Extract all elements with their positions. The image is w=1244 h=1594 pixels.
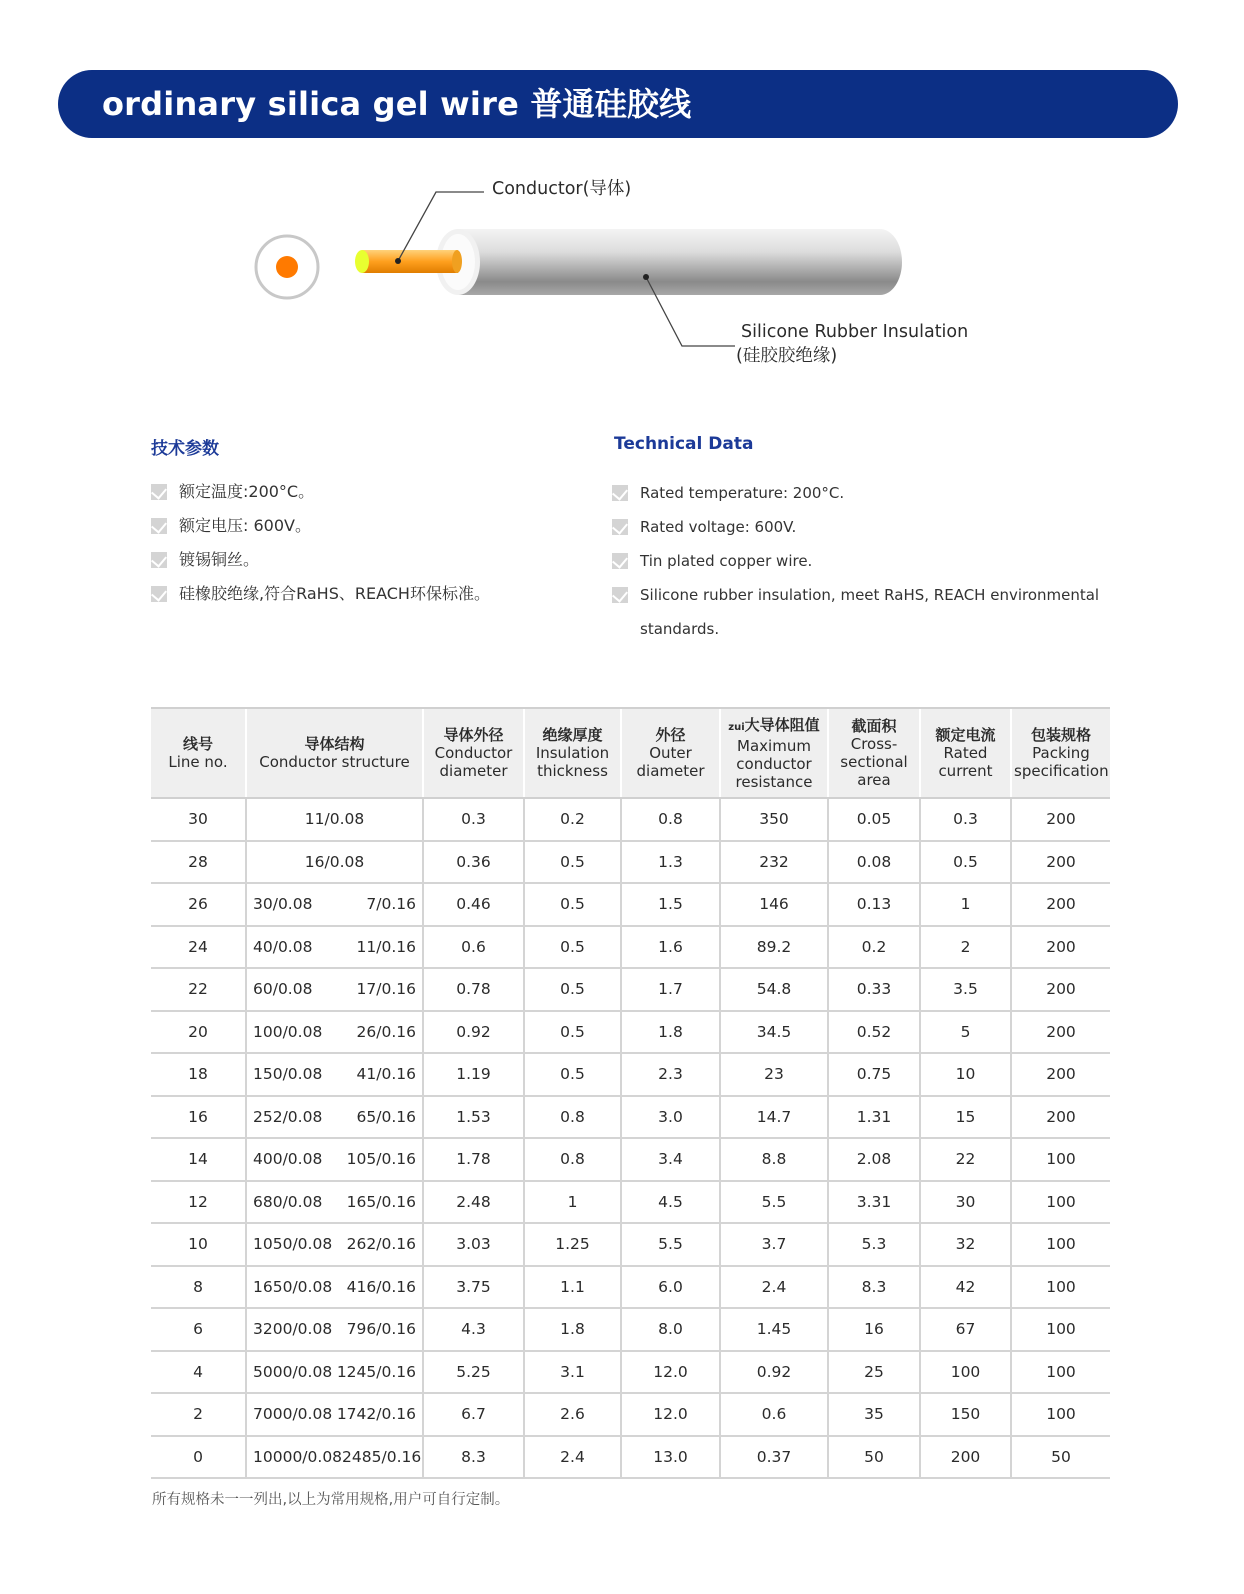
- table-cell: 150: [920, 1393, 1011, 1436]
- table-cell: 1050/0.08 262/0.16: [246, 1223, 423, 1266]
- table-row: [151, 1393, 1110, 1436]
- column-header: 线号 Line no.: [151, 708, 246, 798]
- insulation-label-zh: (硅胶胶绝缘): [736, 346, 838, 366]
- table-cell: 6.0: [621, 1266, 720, 1309]
- column-header: 截面积 Cross-sectional area: [828, 708, 920, 798]
- table-cell: 20: [151, 1011, 246, 1054]
- table-cell: 2.48: [423, 1181, 524, 1224]
- table-cell: 0.75: [828, 1053, 920, 1096]
- check-icon: [151, 484, 167, 500]
- spec-zh-title: 技术参数: [151, 439, 219, 459]
- table-cell: 1.25: [524, 1223, 621, 1266]
- table-cell: 100: [1011, 1223, 1110, 1266]
- table-cell: 2.08: [828, 1138, 920, 1181]
- table-cell: 0.5: [524, 1053, 621, 1096]
- table-cell: 1650/0.08 416/0.16: [246, 1266, 423, 1309]
- table-cell: 0.8: [524, 1096, 621, 1139]
- table-cell: 0.5: [524, 968, 621, 1011]
- table-cell: 3.7: [720, 1223, 828, 1266]
- table-cell: 232: [720, 841, 828, 884]
- table-row: [151, 968, 1110, 1011]
- table-row: [151, 1436, 1110, 1479]
- table-cell: 200: [1011, 883, 1110, 926]
- column-header: zui大导体阻值 Maximum conductor resistance: [720, 708, 828, 798]
- table-cell: 200: [1011, 798, 1110, 841]
- table-row: [151, 1138, 1110, 1181]
- table-cell: 0.3: [423, 798, 524, 841]
- table-cell: 25: [828, 1351, 920, 1394]
- table-row: [151, 1181, 1110, 1224]
- table-cell: 0.13: [828, 883, 920, 926]
- spec-en-title: Technical Data: [614, 434, 754, 454]
- table-cell: 26: [151, 883, 246, 926]
- table-cell: 1: [524, 1181, 621, 1224]
- table-cell: 100: [1011, 1266, 1110, 1309]
- spec-zh-item: 硅橡胶绝缘,符合RaHS、REACH环保标准。: [179, 582, 490, 606]
- spec-en-item: Rated voltage: 600V.: [640, 515, 796, 539]
- table-cell: 2.4: [720, 1266, 828, 1309]
- table-cell: 1.8: [621, 1011, 720, 1054]
- table-cell: 50: [1011, 1436, 1110, 1479]
- check-icon: [612, 587, 628, 603]
- table-cell: 16: [828, 1308, 920, 1351]
- table-cell: 0.5: [524, 841, 621, 884]
- table-cell: 2.6: [524, 1393, 621, 1436]
- table-cell: 200: [1011, 841, 1110, 884]
- table-cell: 200: [1011, 968, 1110, 1011]
- column-header: 额定电流 Rated current: [920, 708, 1011, 798]
- column-header: 包装规格 Packing specification: [1011, 708, 1110, 798]
- table-cell: 200: [1011, 1011, 1110, 1054]
- table-cell: 42: [920, 1266, 1011, 1309]
- table-row: [151, 1223, 1110, 1266]
- table-cell: 6: [151, 1308, 246, 1351]
- table-cell: 3.03: [423, 1223, 524, 1266]
- table-cell: 13.0: [621, 1436, 720, 1479]
- table-cell: 40/0.08 11/0.16: [246, 926, 423, 969]
- table-cell: 14.7: [720, 1096, 828, 1139]
- table-cell: 3.5: [920, 968, 1011, 1011]
- table-cell: 0.08: [828, 841, 920, 884]
- table-cell: 1: [920, 883, 1011, 926]
- spec-zh-item: 额定电压: 600V。: [179, 514, 311, 538]
- table-row: [151, 883, 1110, 926]
- spec-en-item: Silicone rubber insulation, meet RaHS, REACH environmental standards.: [640, 578, 1140, 646]
- table-cell: 3200/0.08 796/0.16: [246, 1308, 423, 1351]
- table-cell: 5: [920, 1011, 1011, 1054]
- table-cell: 0.92: [423, 1011, 524, 1054]
- table-cell: 0.78: [423, 968, 524, 1011]
- table-cell: 5000/0.08 1245/0.16: [246, 1351, 423, 1394]
- conductor-core: [355, 250, 462, 273]
- check-icon: [151, 518, 167, 534]
- table-cell: 18: [151, 1053, 246, 1096]
- table-cell: 16: [151, 1096, 246, 1139]
- table-cell: 67: [920, 1308, 1011, 1351]
- column-header: 导体外径 Conductor diameter: [423, 708, 524, 798]
- table-cell: 0.33: [828, 968, 920, 1011]
- table-cell: 3.75: [423, 1266, 524, 1309]
- table-row: [151, 1011, 1110, 1054]
- conductor-label: Conductor(导体): [492, 179, 632, 199]
- table-cell: 1.5: [621, 883, 720, 926]
- table-cell: 1.45: [720, 1308, 828, 1351]
- table-cell: 100: [1011, 1138, 1110, 1181]
- table-cell: 2: [151, 1393, 246, 1436]
- check-icon: [151, 586, 167, 602]
- table-cell: 146: [720, 883, 828, 926]
- table-cell: 50: [828, 1436, 920, 1479]
- table-cell: 0.5: [920, 841, 1011, 884]
- table-cell: 12.0: [621, 1393, 720, 1436]
- table-cell: 200: [920, 1436, 1011, 1479]
- table-row: [151, 1266, 1110, 1309]
- table-row: [151, 926, 1110, 969]
- table-row: [151, 1096, 1110, 1139]
- table-cell: 11/0.08: [246, 798, 423, 841]
- check-icon: [612, 519, 628, 535]
- table-cell: 1.6: [621, 926, 720, 969]
- table-cell: 200: [1011, 1053, 1110, 1096]
- column-header: 绝缘厚度 Insulation thickness: [524, 708, 621, 798]
- table-cell: 10: [151, 1223, 246, 1266]
- table-cell: 4: [151, 1351, 246, 1394]
- table-cell: 200: [1011, 926, 1110, 969]
- table-cell: 0.92: [720, 1351, 828, 1394]
- check-icon: [612, 485, 628, 501]
- table-row: [151, 1053, 1110, 1096]
- table-cell: 0.5: [524, 1011, 621, 1054]
- table-cell: 15: [920, 1096, 1011, 1139]
- table-cell: 0.37: [720, 1436, 828, 1479]
- title-banner: [58, 70, 1178, 138]
- table-cell: 1.78: [423, 1138, 524, 1181]
- table-cell: 100: [1011, 1308, 1110, 1351]
- page-title: ordinary silica gel wire 普通硅胶线: [102, 85, 692, 123]
- table-cell: 23: [720, 1053, 828, 1096]
- table-cell: 1.19: [423, 1053, 524, 1096]
- table-cell: 35: [828, 1393, 920, 1436]
- table-cell: 14: [151, 1138, 246, 1181]
- table-cell: 3.4: [621, 1138, 720, 1181]
- table-cell: 8.3: [423, 1436, 524, 1479]
- cross-section-icon: [256, 236, 318, 298]
- table-row: [151, 1308, 1110, 1351]
- table-cell: 16/0.08: [246, 841, 423, 884]
- table-cell: 100: [1011, 1393, 1110, 1436]
- table-cell: 6.7: [423, 1393, 524, 1436]
- table-cell: 34.5: [720, 1011, 828, 1054]
- spec-table: [151, 707, 1110, 1479]
- table-cell: 0.5: [524, 883, 621, 926]
- table-cell: 680/0.08 165/0.16: [246, 1181, 423, 1224]
- table-cell: 5.5: [621, 1223, 720, 1266]
- table-cell: 1.8: [524, 1308, 621, 1351]
- table-cell: 8: [151, 1266, 246, 1309]
- table-cell: 7000/0.08 1742/0.16: [246, 1393, 423, 1436]
- table-cell: 252/0.08 65/0.16: [246, 1096, 423, 1139]
- table-cell: 24: [151, 926, 246, 969]
- table-cell: 2.3: [621, 1053, 720, 1096]
- table-cell: 30/0.08 7/0.16: [246, 883, 423, 926]
- footnote: 所有规格未一一列出,以上为常用规格,用户可自行定制。: [152, 1492, 510, 1508]
- table-cell: 0.05: [828, 798, 920, 841]
- table-cell: 10: [920, 1053, 1011, 1096]
- table-cell: 3.0: [621, 1096, 720, 1139]
- spec-en-item: Tin plated copper wire.: [640, 549, 812, 573]
- table-cell: 100/0.08 26/0.16: [246, 1011, 423, 1054]
- table-cell: 0.6: [720, 1393, 828, 1436]
- table-cell: 0: [151, 1436, 246, 1479]
- table-cell: 400/0.08 105/0.16: [246, 1138, 423, 1181]
- table-cell: 0.36: [423, 841, 524, 884]
- table-cell: 54.8: [720, 968, 828, 1011]
- table-row: [151, 841, 1110, 884]
- insulation-body: [436, 229, 902, 295]
- table-cell: 0.52: [828, 1011, 920, 1054]
- table-cell: 22: [151, 968, 246, 1011]
- table-row: [151, 798, 1110, 841]
- table-cell: 2.4: [524, 1436, 621, 1479]
- table-cell: 1.7: [621, 968, 720, 1011]
- wire-diagram: [0, 150, 1244, 400]
- table-header-row: [151, 708, 1110, 798]
- table-cell: 5.5: [720, 1181, 828, 1224]
- table-cell: 0.5: [524, 926, 621, 969]
- table-cell: 0.2: [524, 798, 621, 841]
- table-cell: 8.0: [621, 1308, 720, 1351]
- table-cell: 8.3: [828, 1266, 920, 1309]
- spec-en-item: Rated temperature: 200°C.: [640, 481, 844, 505]
- insulation-label-en: Silicone Rubber Insulation: [741, 322, 969, 342]
- table-cell: 12.0: [621, 1351, 720, 1394]
- column-header: 外径 Outer diameter: [621, 708, 720, 798]
- table-cell: 100: [1011, 1181, 1110, 1224]
- table-cell: 100: [920, 1351, 1011, 1394]
- table-cell: 60/0.08 17/0.16: [246, 968, 423, 1011]
- spec-zh-item: 额定温度:200°C。: [179, 480, 314, 504]
- table-cell: 1.31: [828, 1096, 920, 1139]
- table-cell: 1.3: [621, 841, 720, 884]
- table-cell: 2: [920, 926, 1011, 969]
- table-cell: 0.6: [423, 926, 524, 969]
- table-cell: 22: [920, 1138, 1011, 1181]
- table-cell: 150/0.08 41/0.16: [246, 1053, 423, 1096]
- table-cell: 28: [151, 841, 246, 884]
- table-cell: 350: [720, 798, 828, 841]
- table-cell: 10000/0.08 2485/0.16: [246, 1436, 423, 1479]
- table-cell: 0.8: [524, 1138, 621, 1181]
- table-cell: 8.8: [720, 1138, 828, 1181]
- table-cell: 4.3: [423, 1308, 524, 1351]
- check-icon: [612, 553, 628, 569]
- table-cell: 1.1: [524, 1266, 621, 1309]
- table-cell: 5.3: [828, 1223, 920, 1266]
- table-cell: 89.2: [720, 926, 828, 969]
- table-cell: 0.3: [920, 798, 1011, 841]
- table-cell: 3.31: [828, 1181, 920, 1224]
- table-cell: 4.5: [621, 1181, 720, 1224]
- table-cell: 12: [151, 1181, 246, 1224]
- table-cell: 200: [1011, 1096, 1110, 1139]
- table-row: [151, 1351, 1110, 1394]
- table-cell: 32: [920, 1223, 1011, 1266]
- table-cell: 0.8: [621, 798, 720, 841]
- table-cell: 100: [1011, 1351, 1110, 1394]
- table-cell: 1.53: [423, 1096, 524, 1139]
- table-cell: 5.25: [423, 1351, 524, 1394]
- spec-zh-item: 镀锡铜丝。: [179, 548, 259, 572]
- check-icon: [151, 552, 167, 568]
- table-cell: 30: [920, 1181, 1011, 1224]
- table-cell: 0.46: [423, 883, 524, 926]
- table-cell: 0.2: [828, 926, 920, 969]
- table-cell: 3.1: [524, 1351, 621, 1394]
- table-cell: 30: [151, 798, 246, 841]
- column-header: 导体结构 Conductor structure: [246, 708, 423, 798]
